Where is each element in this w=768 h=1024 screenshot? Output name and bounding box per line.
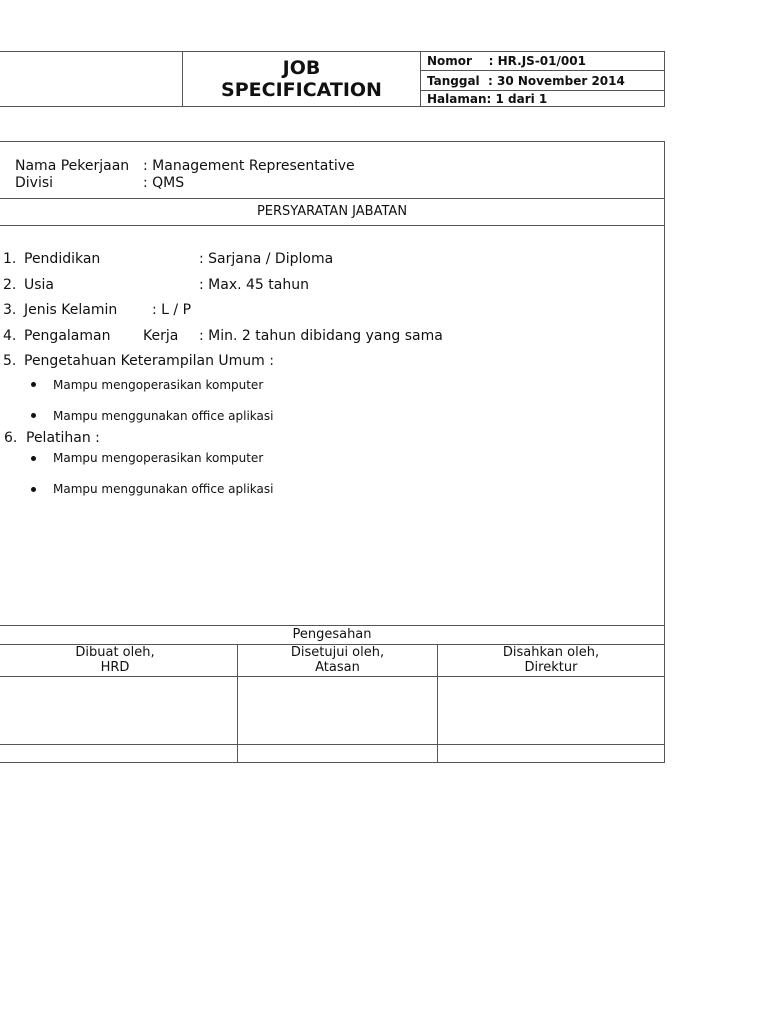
ratified-by-role: Direktur bbox=[524, 660, 578, 675]
requirement-number: 1. bbox=[3, 251, 17, 267]
requirement-label-2: Kerja bbox=[143, 328, 179, 344]
doc-page: Halaman: 1 dari 1 bbox=[427, 92, 548, 106]
requirement-number: 2. bbox=[3, 277, 17, 293]
requirement-label: Usia bbox=[24, 277, 55, 293]
list-item-text: Mampu mengoperasikan komputer bbox=[53, 378, 264, 392]
division-value: : QMS bbox=[143, 175, 185, 191]
approved-by-label: Disetujui oleh, bbox=[290, 645, 385, 660]
requirement-label: Pelatihan : bbox=[26, 430, 100, 446]
ratified-by-label: Disahkan oleh, bbox=[502, 645, 600, 660]
requirement-label: Pengetahuan Keterampilan Umum : bbox=[24, 353, 274, 369]
list-item-text: Mampu menggunakan office aplikasi bbox=[53, 482, 274, 496]
list-item-text: Mampu menggunakan office aplikasi bbox=[53, 409, 274, 423]
approval-title: Pengesahan bbox=[292, 627, 372, 642]
job-name-value: : Management Representative bbox=[143, 158, 355, 174]
bullet-icon bbox=[31, 487, 36, 492]
bullet-icon bbox=[31, 382, 36, 387]
title-line-2: SPECIFICATION bbox=[221, 79, 382, 101]
requirement-value: : L / P bbox=[152, 302, 192, 318]
division-label: Divisi bbox=[15, 175, 54, 191]
requirement-value: : Sarjana / Diploma bbox=[199, 251, 334, 267]
list-item-text: Mampu mengoperasikan komputer bbox=[53, 451, 264, 465]
bullet-icon bbox=[31, 456, 36, 461]
requirement-number: 4. bbox=[3, 328, 17, 344]
title-line-1: JOB bbox=[282, 57, 321, 79]
requirement-number: 5. bbox=[3, 353, 17, 369]
prepared-by-label: Dibuat oleh, bbox=[75, 645, 155, 660]
bullet-icon bbox=[31, 413, 36, 418]
requirement-label: Pengalaman bbox=[24, 328, 111, 344]
requirement-label: Jenis Kelamin bbox=[24, 302, 118, 318]
doc-date: Tanggal : 30 November 2014 bbox=[427, 74, 625, 88]
approved-by-role: Atasan bbox=[315, 660, 360, 675]
prepared-by-role: HRD bbox=[100, 660, 130, 675]
requirement-value: : Min. 2 tahun dibidang yang sama bbox=[199, 328, 443, 344]
requirement-number: 6. bbox=[4, 430, 18, 446]
requirement-label: Pendidikan bbox=[24, 251, 101, 267]
requirement-value: : Max. 45 tahun bbox=[199, 277, 309, 293]
requirement-number: 3. bbox=[3, 302, 17, 318]
doc-number: Nomor : HR.JS-01/001 bbox=[427, 54, 586, 68]
section-title: PERSYARATAN JABATAN bbox=[256, 204, 408, 219]
job-name-label: Nama Pekerjaan bbox=[15, 158, 130, 174]
